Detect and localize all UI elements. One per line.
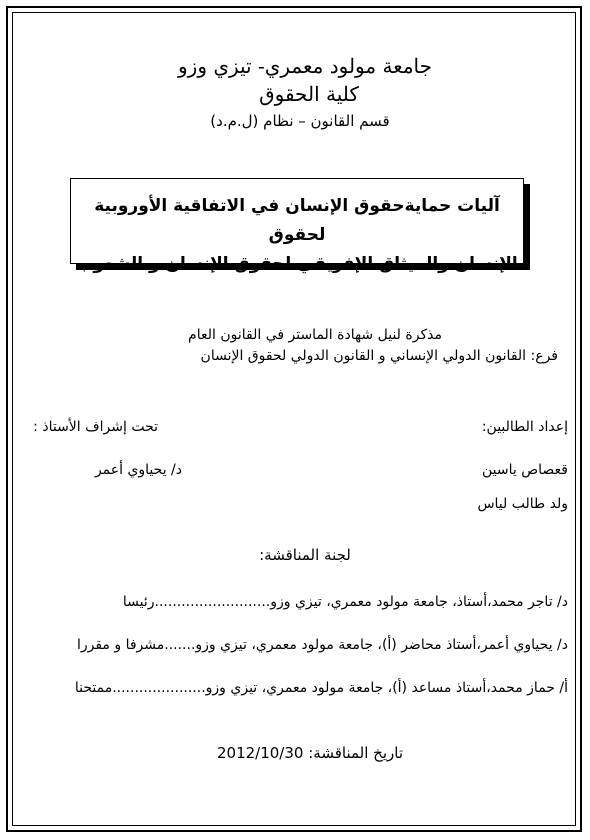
committee-member: د/ يحياوي أعمر،أستاذ محاضر (أ)، جامعة مولود معمري، تيزي وزو.......مشرفا و مقررا: [76, 637, 568, 653]
defense-date: تاريخ المناقشة: 2012/10/30: [216, 744, 403, 762]
department-name: قسم القانون – نظام (ل.م.د): [210, 112, 390, 130]
faculty-name: كلية الحقوق: [259, 82, 359, 106]
prepared-by-label: إعداد الطالبين:: [481, 419, 568, 435]
branch-description: فرع: القانون الدولي الإنساني و القانون الدولي لحقوق الإنسان: [200, 348, 558, 364]
committee-member: أ/ حماز محمد،أستاذ مساعد (أ)، جامعة مولود معمري، تيزي وزو.....................ممتحنا: [74, 680, 568, 696]
committee-label: لجنة المناقشة:: [259, 546, 351, 564]
thesis-title-line-1: آليات حمايةحقوق الإنسان في الاتفاقية الأوروبية لحقوق: [94, 196, 500, 245]
thesis-title-line-2: الإنسان والميثاق الإفريقي لحقوق الإنسان و الشعوب: [76, 254, 518, 274]
student-name: قعصاص ياسين: [481, 462, 568, 478]
student-name: ولد طالب لياس: [477, 496, 568, 512]
supervisor-name: د/ يحياوي أعمر: [94, 462, 182, 478]
supervisor-label: تحت إشراف الأستاذ :: [33, 419, 158, 435]
committee-member: د/ تاجر محمد،أستاذ، جامعة مولود معمري، تيزي وزو..........................رئيسا: [122, 594, 568, 610]
university-name: جامعة مولود معمري- تيزي وزو: [178, 54, 432, 78]
memo-description: مذكرة لنيل شهادة الماستر في القانون العام: [188, 327, 442, 343]
thesis-title-box: [70, 178, 524, 274]
